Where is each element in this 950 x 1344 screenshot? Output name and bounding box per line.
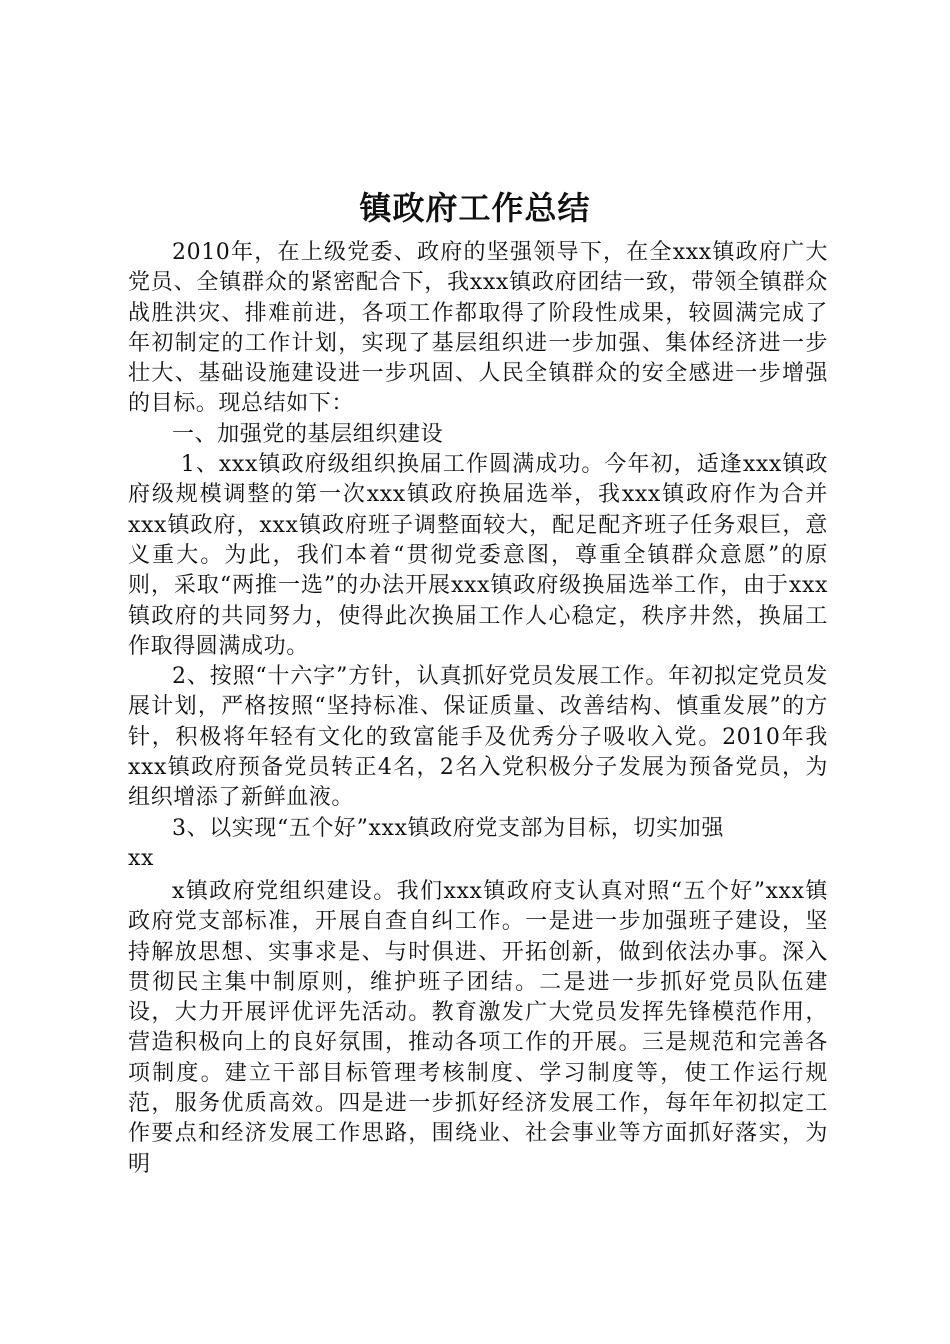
intro-paragraph: 2010年，在上级党委、政府的坚强领导下，在全xxx镇政府广大党员、全镇群众的紧密配合下，我xxx镇政府团结一致，带领全镇群众战胜洪灾、排难前进，各项工作都取得了阶段性成果，较圆满完成了年初制定的工作计划，实现了基层组织进一步加强、集体经济进一步壮大、基础设施建设进一步巩固、人民全镇群众的安全感进一步增强的目标。现总结如下： xyxy=(128,240,828,417)
list-item: 2、按照“十六字”方针，认真抓好党员发展工作。年初拟定党员发展计划，严格按照“坚持标准、保证质量、改善结构、慎重发展”的方针，积极将年轻有文化的致富能手及优秀分子吸收入党。2010年我xxx镇政府预备党员转正4名，2名入党积极分子发展为预备党员，为组织增添了新鲜血液。 xyxy=(128,664,828,811)
document-title: 镇政府工作总结 xyxy=(359,189,591,227)
list-item-fragment: xx xyxy=(128,845,155,871)
document-body-lower xyxy=(128,877,828,1180)
document-body-upper xyxy=(128,238,828,874)
section-heading: 一、加强党的基层组织建设 xyxy=(172,421,444,447)
list-item: 1、xxx镇政府级组织换届工作圆满成功。今年初，适逢xxx镇政府级规模调整的第一次xxx镇政府换届选举，我xxx镇政府作为合并xxx镇政府，xxx镇政府班子调整面较大，配足配齐班子任务艰巨，意义重大。为此，我们本着“贯彻党委意图，尊重全镇群众意愿”的原则，采取“两推一选”的办法开展xxx镇政府级换届选举工作，由于xxx镇政府的共同努力，使得此次换届工作人心稳定，秩序井然，换届工作取得圆满成功。 xyxy=(128,452,828,659)
list-item: 3、以实现“五个好”xxx镇政府党支部为目标，切实加强 xyxy=(172,815,724,841)
list-item: x镇政府党组织建设。我们xxx镇政府支认真对照“五个好”xxx镇政府党支部标准，开展自查自纠工作。一是进一步加强班子建设，坚持解放思想、实事求是、与时俱进、开拓创新，做到依法办事。深入贯彻民主集中制原则，维护班子团结。二是进一步抓好党员队伍建设，大力开展评优评先活动。教育激发广大党员发挥先锋模范作用，营造积极向上的良好氛围，推动各项工作的开展。三是规范和完善各项制度。建立干部目标管理考核制度、学习制度等，使工作运行规范，服务优质高效。四是进一步抓好经济发展工作，每年年初拟定工作要点和经济发展工作思路，围绕业、社会事业等方面抓好落实，为明 xyxy=(128,879,828,1177)
